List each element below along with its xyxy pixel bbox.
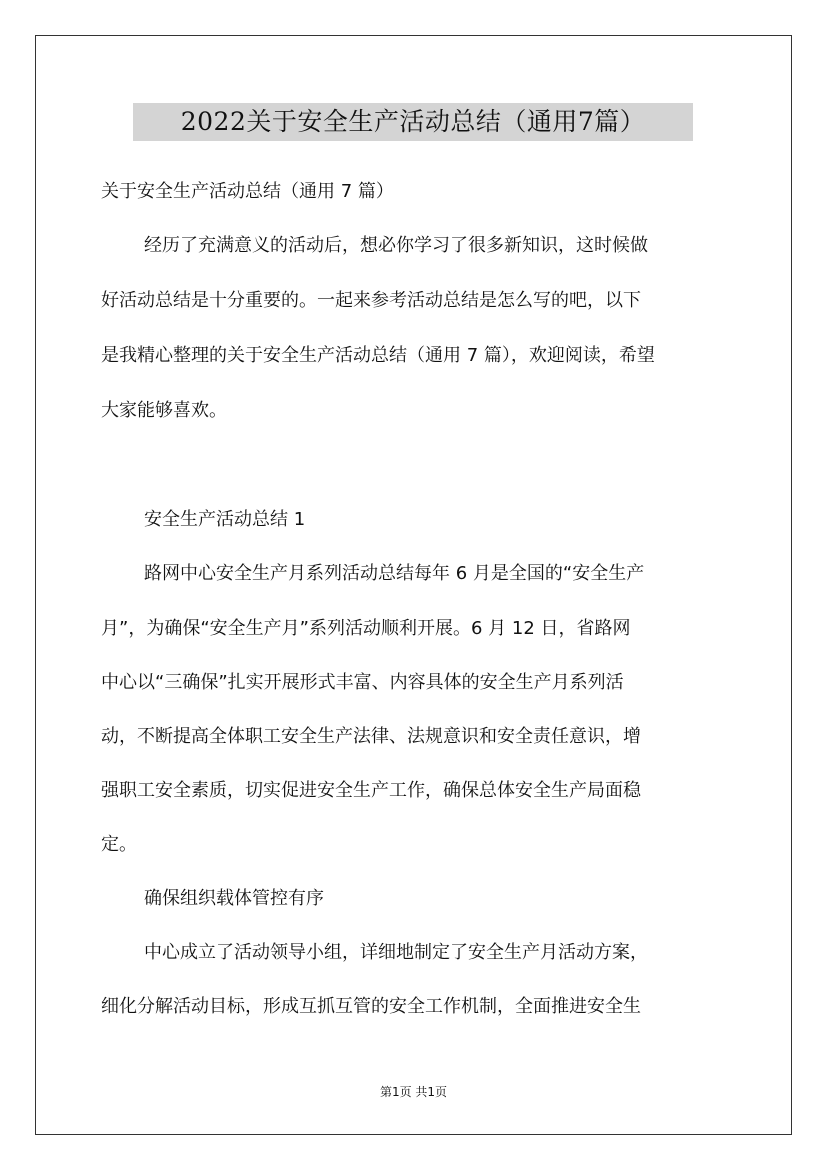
body-line: 中心成立了活动领导小组，详细地制定了安全生产月活动方案， [144, 942, 648, 963]
intro-line: 好活动总结是十分重要的。一起来参考活动总结是怎么写的吧，以下 [101, 290, 641, 311]
section-heading: 安全生产活动总结 1 [144, 509, 306, 530]
section-line: 中心以“三确保”扎实开展形式丰富、内容具体的安全生产月系列活 [101, 672, 624, 693]
document-title: 2022关于安全生产活动总结（通用7篇） [133, 103, 693, 141]
section-line: 路网中心安全生产月系列活动总结每年 6 月是全国的“安全生产 [144, 563, 645, 584]
intro-line: 大家能够喜欢。 [101, 400, 227, 421]
body-line: 细化分解活动目标，形成互抓互管的安全工作机制，全面推进安全生 [101, 996, 641, 1017]
section-line: 动，不断提高全体职工安全生产法律、法规意识和安全责任意识，增 [101, 726, 641, 747]
section-line: 强职工安全素质，切实促进安全生产工作，确保总体安全生产局面稳 [101, 780, 641, 801]
intro-line: 是我精心整理的关于安全生产活动总结（通用 7 篇），欢迎阅读，希望 [101, 345, 655, 366]
subheading: 确保组织载体管控有序 [144, 888, 324, 909]
section-line: 月”，为确保“安全生产月”系列活动顺利开展。6 月 12 日，省路网 [101, 618, 631, 639]
section-line: 定。 [101, 834, 137, 855]
intro-line: 经历了充满意义的活动后，想必你学习了很多新知识，这时候做 [144, 235, 648, 256]
page-footer: 第1页 共1页 [379, 1085, 448, 1099]
document-subtitle: 关于安全生产活动总结（通用 7 篇） [101, 181, 394, 202]
